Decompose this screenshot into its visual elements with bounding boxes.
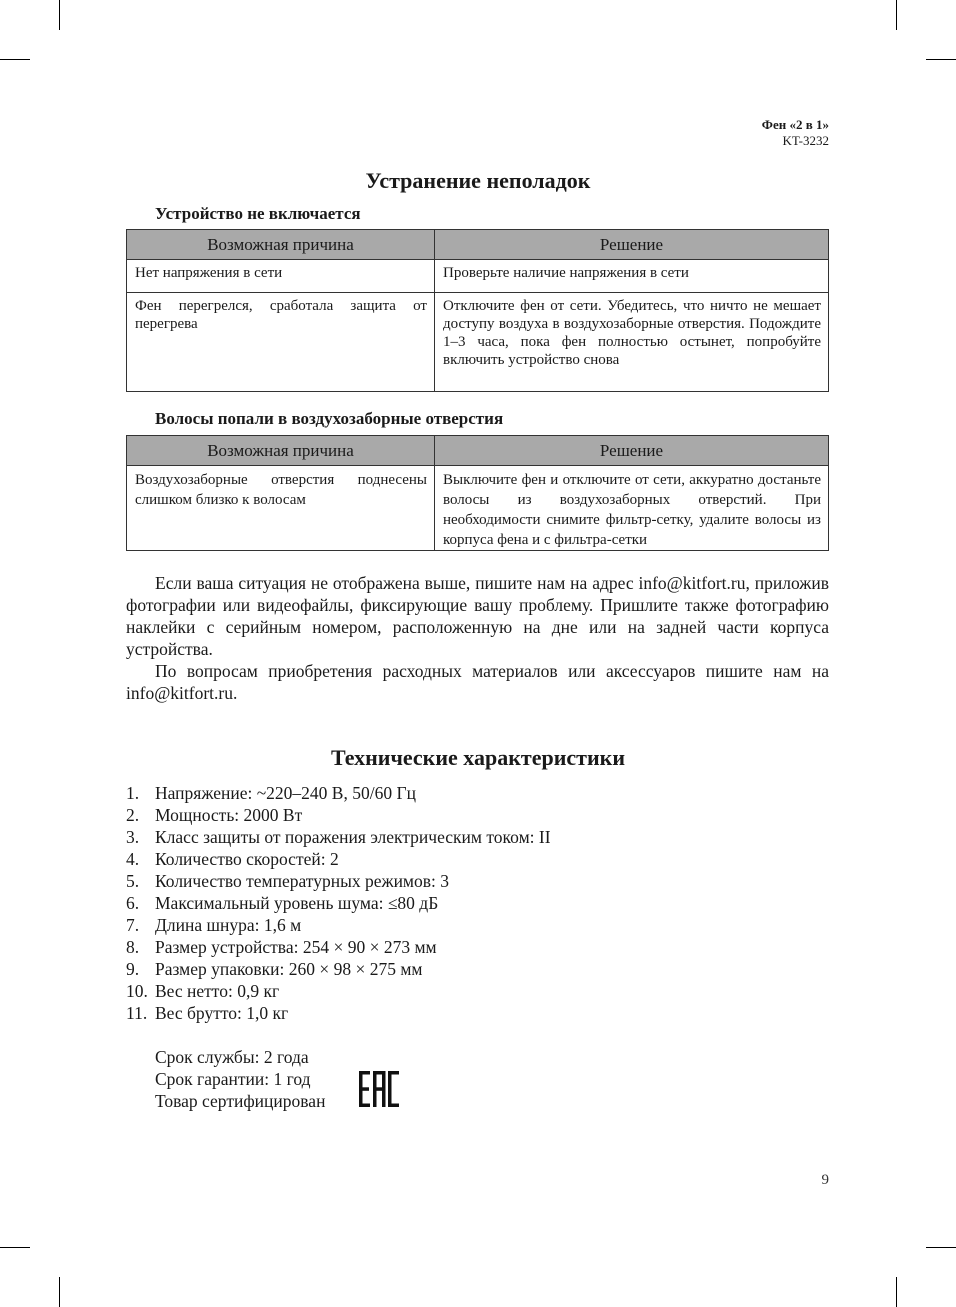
- list-text: Размер упаковки: 260 × 98 × 275 мм: [155, 959, 423, 979]
- page-number: 9: [821, 1172, 829, 1188]
- crop-mark: [896, 0, 897, 30]
- list-number: 9.: [126, 959, 140, 979]
- table-cell-solution: Отключите фен от сети. Убедитесь, что ничто не мешает доступу воздуха в воздухозаборные отверстия. Подождите 1–3 часа, пока фен полностью остынет, попробуйте включить устройство снова: [435, 293, 829, 392]
- table-header-row: [127, 436, 829, 466]
- list-text: Количество скоростей: 2: [155, 849, 339, 869]
- specs-title: Технические характеристики: [330, 745, 626, 770]
- list-number: 6.: [126, 893, 140, 913]
- crop-mark: [59, 1277, 60, 1307]
- table-row: [127, 466, 829, 551]
- list-text: Максимальный уровень шума: ≤80 дБ: [155, 893, 439, 913]
- contact-text: [126, 572, 829, 704]
- table-header-row: [127, 230, 829, 260]
- column-header-cause: Возможная причина: [127, 230, 435, 260]
- crop-mark: [0, 1247, 30, 1248]
- list-text: Мощность: 2000 Вт: [155, 805, 303, 825]
- list-text: Вес нетто: 0,9 кг: [155, 981, 280, 1001]
- list-text: Вес брутто: 1,0 кг: [155, 1003, 289, 1023]
- table-row: [127, 260, 829, 293]
- list-number: 7.: [126, 915, 140, 935]
- specs-list: [126, 782, 551, 1024]
- troubleshooting-title: Устранение неполадок: [365, 168, 591, 193]
- list-item: [126, 826, 551, 848]
- table-cell-cause: Воздухозаборные отверстия поднесены слишком близко к волосам: [127, 466, 435, 551]
- list-item: [126, 1002, 551, 1024]
- troubleshooting-table-no-power: [126, 229, 829, 392]
- list-number: 8.: [126, 937, 140, 957]
- list-number: 1.: [126, 783, 140, 803]
- list-item: [126, 870, 551, 892]
- list-text: Класс защиты от поражения электрическим током: II: [155, 827, 551, 847]
- list-item: [126, 804, 551, 826]
- table-cell-cause: Нет напряжения в сети: [127, 260, 435, 293]
- section-heading-hair: Волосы попали в воздухозаборные отверстия: [155, 409, 504, 428]
- crop-mark: [59, 0, 60, 30]
- column-header-solution: Решение: [435, 230, 829, 260]
- list-item: [126, 936, 551, 958]
- service-info: [155, 1046, 325, 1112]
- column-header-cause: Возможная причина: [127, 436, 435, 466]
- list-number: 5.: [126, 871, 140, 891]
- warranty-period: Срок гарантии: 1 год: [155, 1069, 311, 1089]
- list-number: 3.: [126, 827, 140, 847]
- list-text: Длина шнура: 1,6 м: [155, 915, 302, 935]
- list-text: Напряжение: ~220–240 В, 50/60 Гц: [155, 783, 416, 803]
- section-heading-no-power: Устройство не включается: [155, 204, 361, 223]
- table-row: [127, 293, 829, 392]
- list-number: 10.: [126, 981, 148, 1001]
- page-header: [762, 117, 829, 149]
- table-cell-cause: Фен перегрелся, сработала защита от перегрева: [127, 293, 435, 392]
- table-cell-solution: Выключите фен и отключите от сети, аккуратно достаньте волосы из воздухозаборных отверстий. При необходимости снимите фильтр-сетку, удалите волосы из корпуса фена и с фильтра-сетки: [435, 466, 829, 551]
- contact-paragraph: Если ваша ситуация не отображена выше, пишите нам на адрес info@kitfort.ru, приложив фотографии или видеофайлы, фиксирующие вашу проблему. Пришлите также фотографию наклейки с серийным номером, расположенную на дне или на задней части корпуса устройства.: [126, 573, 829, 659]
- crop-mark: [926, 59, 956, 60]
- list-number: 2.: [126, 805, 140, 825]
- crop-mark: [0, 59, 30, 60]
- list-item: [126, 848, 551, 870]
- crop-mark: [896, 1277, 897, 1307]
- troubleshooting-table-hair: [126, 435, 829, 551]
- eac-mark-icon: [358, 1069, 400, 1109]
- list-number: 11.: [126, 1003, 148, 1023]
- list-number: 4.: [126, 849, 140, 869]
- list-item: [126, 958, 551, 980]
- table-cell-solution: Проверьте наличие напряжения в сети: [435, 260, 829, 293]
- product-name: Фен «2 в 1»: [761, 117, 829, 132]
- list-item: [126, 782, 551, 804]
- list-text: Размер устройства: 254 × 90 × 273 мм: [155, 937, 437, 957]
- contact-paragraph: По вопросам приобретения расходных материалов или аксессуаров пишите нам на info@kitfort.ru.: [126, 661, 829, 703]
- service-life: Срок службы: 2 года: [155, 1047, 309, 1067]
- list-item: [126, 892, 551, 914]
- crop-mark: [926, 1247, 956, 1248]
- certification-note: Товар сертифицирован: [155, 1091, 326, 1111]
- column-header-solution: Решение: [435, 436, 829, 466]
- list-item: [126, 914, 551, 936]
- model-number: KT-3232: [782, 133, 829, 148]
- list-item: [126, 980, 551, 1002]
- list-text: Количество температурных режимов: 3: [155, 871, 450, 891]
